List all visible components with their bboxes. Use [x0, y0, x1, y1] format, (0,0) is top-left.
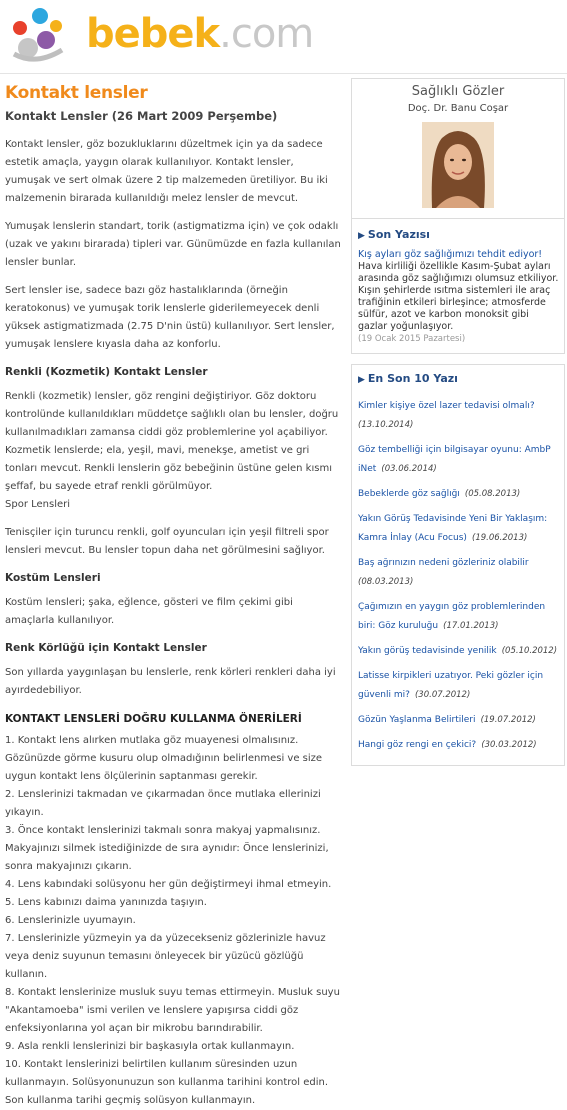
recent-post-link[interactable]: Gözün Yaşlanma Belirtileri: [358, 715, 476, 725]
recent-post-date: (30.07.2012): [414, 690, 471, 700]
latest-post-heading: [358, 227, 560, 244]
recent-post-link[interactable]: Göz tembelliği için bilgisayar oyunu: AmbP iNet: [358, 445, 551, 474]
triangle-right-icon: ▶: [358, 231, 365, 241]
recommendation-list: [5, 732, 342, 1110]
article-title: Kontakt lensler: [5, 83, 148, 103]
recent-post-link[interactable]: Hangi göz rengi en çekici?: [358, 740, 477, 750]
heading-renk-korlugu: Renk Körlüğü için Kontakt Lensler: [5, 642, 207, 654]
paragraph-renkli: Renkli (kozmetik) lensler, göz rengini değiştiriyor. Göz doktoru kontrolünde kullanıldıkları müddetçe sağlıklı olan bu lensler, doğru kullanılmadıkları zamansa ciddi göz problemlerine yol açabiliyor. Kozmetik lenslerde; ela, yeşil, mavi, menekşe, ametist ve gri tonları mevcut. Renkli lenslerin göz bebeğinin üstüne gelen kısmı şeffaf, bu sayede etraf renkli görülmüyor.: [5, 391, 339, 492]
recent-post-link[interactable]: Kimler kişiye özel lazer tedavisi olmalı?: [358, 401, 535, 411]
recent-post-date: (19.06.2013): [472, 533, 528, 543]
latest-post-date: (19 Ocak 2015 Pazartesi): [358, 334, 466, 344]
recent-post-item[interactable]: [358, 393, 560, 431]
recent-post-item[interactable]: [358, 707, 560, 726]
bebek-logo-icon[interactable]: [6, 4, 68, 66]
list-item: 9. Asla renkli lenslerinizi bir başkasıyla ortak kullanmayın.: [5, 1041, 295, 1052]
paragraph-intro: Kontakt lensler, göz bozukluklarını düzeltmek için ya da sadece estetik amaçla, yaygın olarak kullanılıyor. Kontakt lensler, yumuşak ve sert olmak üzere 2 tip malzemeden üretiliyor. Bu iki malzemenin birarada kullanıldığı melez lensler de mevcut.: [5, 139, 328, 204]
recent-post-item[interactable]: [358, 663, 560, 701]
sidebar: [351, 78, 565, 766]
recent-post-date: (19.07.2012): [480, 715, 536, 725]
paragraph-renk-korlugu: Son yıllarda yaygınlaşan bu lenslerle, renk körleri renkleri daha iyi ayırdedebiliyor.: [5, 667, 336, 696]
latest-post-box: [351, 219, 565, 354]
recent-post-date: (08.03.2013): [358, 577, 414, 587]
heading-oneriler: KONTAKT LENSLERİ DOĞRU KULLANMA ÖNERİLERİ: [5, 713, 302, 725]
paragraph-spor: Tenisçiler için turuncu renkli, golf oyuncuları için yeşil filtreli spor lensleri mevcut. Bu lensler topun daha net görülmesini sağlıyor.: [5, 527, 329, 556]
paragraph-soft-lens: Yumuşak lenslerin standart, torik (astigmatizma için) ve çok odaklı (uzak ve yakını birarada) tipleri var. Günümüzde en fazla kullanılan lensler bunlar.: [5, 221, 341, 268]
recent-post-link[interactable]: Çağımızın en yaygın göz problemlerinden biri: Göz kuruluğu: [358, 602, 546, 631]
heading-kostum: Kostüm Lensleri: [5, 572, 101, 584]
recent-post-link[interactable]: Baş ağrınızın nedeni gözleriniz olabilir: [358, 558, 529, 568]
author-column-title[interactable]: Sağlıklı Gözler: [411, 84, 505, 99]
list-item: 2. Lenslerinizi takmadan ve çıkarmadan önce mutlaka ellerinizi yıkayın.: [5, 789, 321, 818]
list-item: 5. Lens kabınızı daima yanınızda taşıyın.: [5, 897, 207, 908]
recent-post-link[interactable]: Yakın görüş tedavisinde yenilik: [358, 646, 497, 656]
recent-post-item[interactable]: [358, 638, 560, 657]
recent-post-item[interactable]: [358, 594, 560, 632]
list-item: 1. Kontakt lens alırken mutlaka göz muayenesi olmalısınız. Gözünüzde görme kusuru olup olmadığının belirlenmesi ve size uygun kontakt lens ölçülerinin saptanması gerekir.: [5, 735, 323, 782]
recent-post-date: (03.06.2014): [381, 464, 437, 474]
list-item: 10. Kontakt lenslerinizi belirtilen kullanım süresinden uzun kullanmayın. Solüsyonunuzun son kullanma tarihini kontrol edin. Son kullanma tarihi geçmiş solüsyon kullanmayın.: [5, 1059, 329, 1106]
recent-post-item[interactable]: [358, 481, 560, 500]
latest-post-excerpt: Hava kirliliği özellikle Kasım-Şubat ayları arasında göz sağlığımızı olumsuz etkiliyor. Kışın şehirlerde ısıtma sistemleri ile araç trafiğinin etkileri birleşince; atmosferde sülfür, azot ve karbon monoksit gibi gazlar yoğunlaşıyor.: [358, 261, 559, 332]
list-item: 4. Lens kabındaki solüsyonu her gün değiştirmeyi ihmal etmeyin.: [5, 879, 332, 890]
triangle-right-icon: ▶: [358, 375, 365, 385]
latest-post-link[interactable]: Kış ayları göz sağlığımızı tehdit ediyor!: [358, 249, 543, 260]
header-divider: [0, 73, 567, 74]
recent-posts-box: [351, 364, 565, 766]
brand-part2: .com: [219, 11, 314, 57]
recent-post-item[interactable]: [358, 550, 560, 588]
recent-post-link[interactable]: Latisse kirpikleri uzatıyor. Peki gözler için güvenli mi?: [358, 671, 544, 700]
recent-post-date: (05.08.2013): [464, 489, 521, 499]
recent-post-link[interactable]: Bebeklerde göz sağlığı: [358, 489, 460, 499]
brand-part1: bebek: [86, 11, 220, 57]
recent-post-date: (13.10.2014): [358, 420, 414, 430]
author-name: Doç. Dr. Banu Coşar: [407, 103, 509, 114]
heading-renkli: Renkli (Kozmetik) Kontakt Lensler: [5, 366, 208, 378]
label-spor: Spor Lensleri: [5, 499, 71, 510]
paragraph-hard-lens: Sert lensler ise, sadece bazı göz hastalıklarında (örneğin keratokonus) ve yumuşak torik lenslerle giderilemeyecek denli yüksek astigmatizmada (2.75 D'nin üstü) kullanılıyor. Sert lensler, yumuşak lenslere kıyasla daha az konforlu.: [5, 285, 335, 350]
list-item: 6. Lenslerinizle uyumayın.: [5, 915, 136, 926]
paragraph-kostum: Kostüm lensleri; şaka, eğlence, gösteri ve film çekimi gibi amaçlarla kullanılıyor.: [5, 597, 293, 626]
recent-post-date: (17.01.2013): [443, 621, 499, 631]
latest-post-heading-label: Son Yazısı: [367, 228, 430, 241]
recent-posts-heading-label: En Son 10 Yazı: [367, 372, 458, 385]
recent-post-item[interactable]: [358, 437, 560, 475]
author-photo[interactable]: [422, 122, 494, 208]
recent-post-link[interactable]: Yakın Görüş Tedavisinde Yeni Bir Yaklaşım: Kamra İnlay (Acu Focus): [358, 514, 548, 543]
list-item: 7. Lenslerinizle yüzmeyin ya da yüzecekseniz gözlerinizle havuz veya deniz suyunun temasını önleyecek bir yüzücü gözlüğü kullanın.: [5, 933, 326, 980]
recent-post-date: (30.03.2012): [481, 740, 537, 750]
list-item: 3. Önce kontakt lenslerinizi takmalı sonra makyaj yapmalısınız. Makyajınızı silmek istediğinizde de sıra aynıdır: Önce lenslerinizi, sonra makyajınızı çıkarın.: [5, 825, 329, 872]
recent-post-date: (05.10.2012): [501, 646, 558, 656]
recent-post-item[interactable]: [358, 506, 560, 544]
article: [5, 82, 342, 1110]
site-header: [0, 0, 567, 72]
recent-posts-heading: [358, 371, 560, 388]
brand-logo[interactable]: [86, 6, 313, 62]
author-box: [351, 78, 565, 219]
recent-post-item[interactable]: [358, 732, 560, 751]
list-item: 8. Kontakt lenslerinize musluk suyu temas ettirmeyin. Musluk suyu "Akantamoeba" ismi verilen ve lenslere yapışırsa ciddi göz enfeksiyonlarına yol açan bir mikrobu barındırabilir.: [5, 987, 340, 1034]
article-subtitle: Kontakt Lensler (26 Mart 2009 Perşembe): [5, 109, 278, 123]
